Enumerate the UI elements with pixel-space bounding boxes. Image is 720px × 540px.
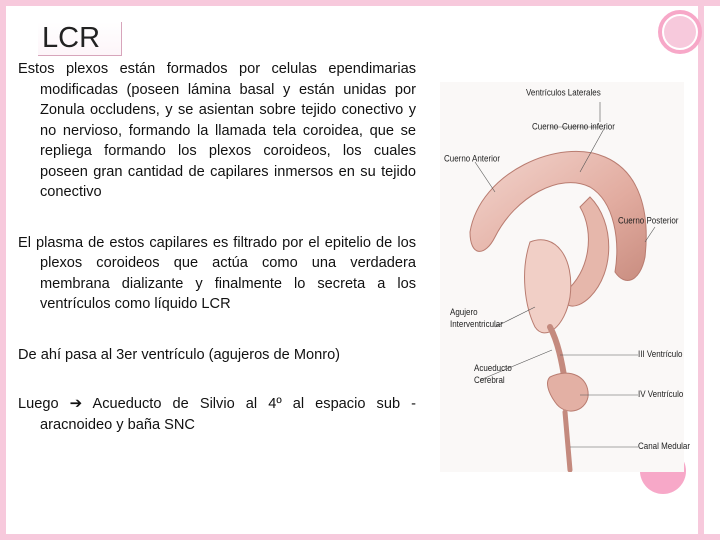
frame-bottom-border: [0, 534, 720, 540]
third-ventricle-shape: [525, 240, 571, 333]
decorative-ring-inner: [664, 16, 696, 48]
ventricles-illustration: [440, 82, 684, 472]
label-ventriculos-laterales: Ventrículos Laterales: [526, 87, 601, 98]
ventricles-diagram: [440, 82, 691, 472]
arrow-right-icon: ➔: [69, 395, 83, 412]
label-cerebral: Cerebral: [474, 375, 505, 386]
label-acueducto: Acueducto: [474, 363, 512, 374]
fourth-ventricle-shape: [548, 373, 589, 411]
label-interventricular: Interventricular: [450, 319, 503, 330]
label-cuerno-posterior: Cuerno Posterior: [618, 215, 679, 226]
slide-body: [18, 59, 416, 435]
paragraph-tercer-ventriculo: De ahí pasa al 3er ventrículo (agujeros de Monro): [18, 346, 341, 363]
label-canal-medular: Canal Medular: [638, 441, 691, 452]
label-cuerno: Cuerno: [532, 121, 559, 132]
label-agujero: Agujero: [450, 307, 478, 318]
frame-left-border: [0, 0, 6, 540]
label-cuerno-anterior: Cuerno Anterior: [444, 153, 501, 164]
paragraph-acueducto-end: Acueducto de Silvio al 4º al espacio sub -aracnoideo y baña SNC: [40, 396, 416, 433]
frame-top-border: [0, 0, 720, 6]
paragraph-acueducto-start: Luego: [18, 396, 70, 412]
label-iii-ventriculo: III Ventrículo: [638, 349, 683, 360]
medullary-canal-shape: [565, 412, 570, 470]
paragraph-plexos: Estos plexos están formados por celulas ependimarias modificadas (poseen lámina basal y están unidas por Zonula occludens, y se asientan sobre tejido conectivo y no nervioso, formando la llamada tela coroidea, que se repliega formando los plexos coroideos, los cuales poseen gran cantidad de capilares inmersos en su tejido conectivo: [18, 61, 416, 200]
label-iv-ventriculo: IV Ventrículo: [638, 389, 684, 400]
frame-right-border: [698, 0, 704, 540]
paragraph-acueducto: [18, 394, 416, 435]
slide-title: LCR: [38, 22, 122, 56]
label-cuerno-inferior: Cuerno inferior: [562, 121, 615, 132]
paragraph-plasma: El plasma de estos capilares es filtrado por el epitelio de los plexos coroideos que actúa como una verdadera membrana dializante y finalmente lo secreta a los ventrículos como líquido LCR: [18, 234, 416, 312]
